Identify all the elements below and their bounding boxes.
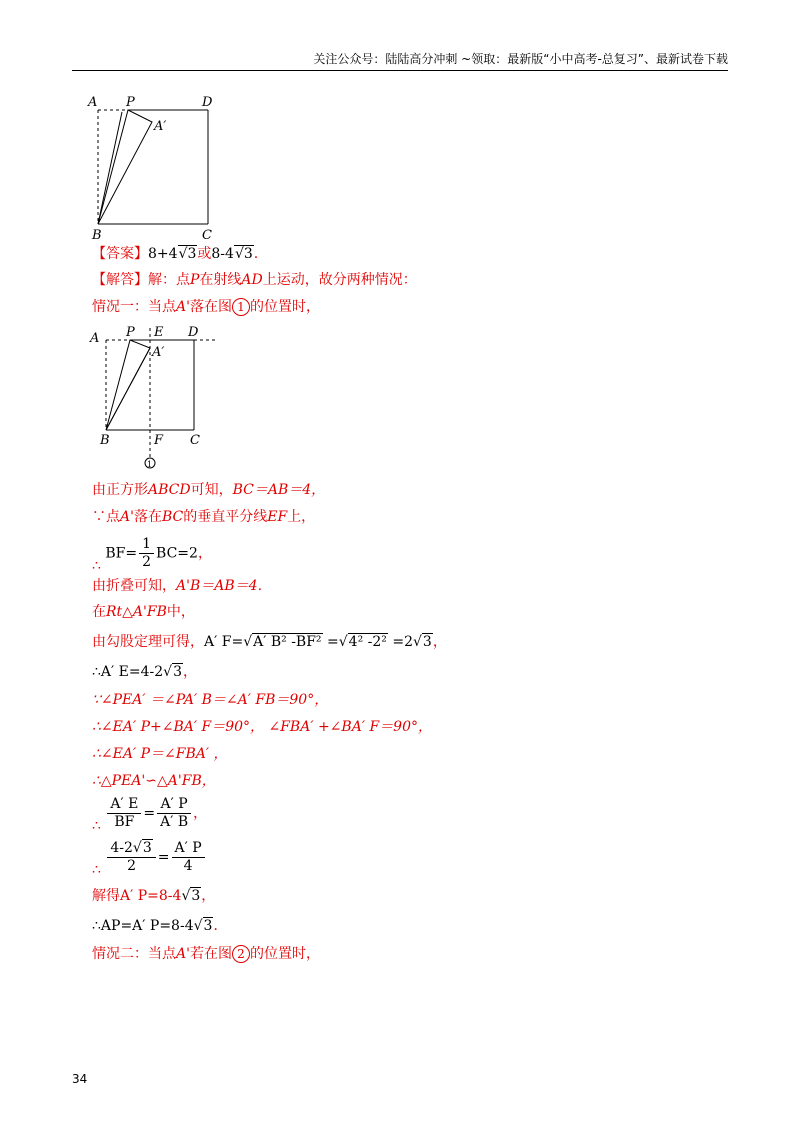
fig1-label-d: D	[202, 95, 213, 110]
step-4: 由折叠可知，A'B＝AB＝4．	[92, 578, 272, 594]
step-13: ∴ $\frac{4-2√3}{2}$ = $\frac{A' P}{4}$	[92, 840, 207, 875]
fig2-label-b: B	[100, 433, 110, 448]
fig2-label-a: A	[90, 331, 100, 346]
fig2-label-p: P	[126, 325, 135, 340]
case1-line: 情况一：当点A'落在图 1 的位置时，	[92, 299, 320, 315]
step-15: ∴AP=A′ P=8-4√3．	[92, 918, 228, 934]
fig1-label-a: A	[88, 95, 98, 110]
figure-square-fold-1	[86, 92, 226, 242]
step-11: ∴△PEA'∽△A'FB，	[92, 773, 216, 789]
page-header: 关注公众号：陆陆高分冲刺 ~领取：最新版“小中高考-总复习”、最新试卷下载	[72, 50, 728, 71]
step-6: 由勾股定理可得，A′ F=√A′ B² -BF² =√4² -2² =2√3，	[92, 634, 447, 650]
fig2-label-f: F	[154, 433, 164, 448]
fig1-label-p: P	[126, 95, 135, 110]
step-10: ∴∠EA′ P＝∠FBA′ ，	[92, 746, 228, 762]
fig2-label-aprime: A′	[152, 345, 165, 360]
fig1-label-b: B	[92, 228, 102, 242]
fig2-label-e: E	[154, 325, 164, 340]
fig2-label-d: D	[188, 325, 199, 340]
fig1-label-c: C	[202, 228, 212, 242]
figure-square-fold-2	[86, 322, 236, 474]
page-number: 34	[72, 1072, 88, 1086]
step-9: ∴∠EA′ P+∠BA′ F＝90°， ∠FBA′ +∠BA′ F＝90°，	[92, 719, 432, 735]
fig2-label-c: C	[190, 433, 200, 448]
step-8: ∵∠PEA′ ＝∠PA′ B＝∠A′ FB＝90°，	[92, 692, 329, 708]
step-3: ∴ BF= $\frac{1}{2}$ BC=2，	[92, 536, 212, 574]
step-12: ∴ $\frac{A' E}{BF}$ = $\frac{A' P}{A' B}$ ，	[92, 796, 208, 834]
step-7: ∴A′ E=4-2√3，	[92, 664, 197, 680]
fig1-label-aprime: A′	[154, 119, 167, 134]
solution-line: 【解答】解：点P在射线AD上运动，故分两种情况：	[92, 272, 417, 288]
fig2-circle-label: 1	[147, 460, 153, 469]
case2-line: 情况二：当点A'若在图 2 的位置时，	[92, 946, 320, 962]
step-1: 由正方形ABCD可知，BC＝AB＝4，	[92, 482, 326, 498]
answer-line: 【答案】8+4√3或8-4√3.	[92, 246, 259, 262]
step-2: ∵点A'落在BC的垂直平分线EF上，	[92, 509, 316, 525]
step-5: 在Rt△A'FB中，	[92, 604, 195, 620]
step-14: 解得A′ P=8-4√3，	[92, 888, 216, 904]
